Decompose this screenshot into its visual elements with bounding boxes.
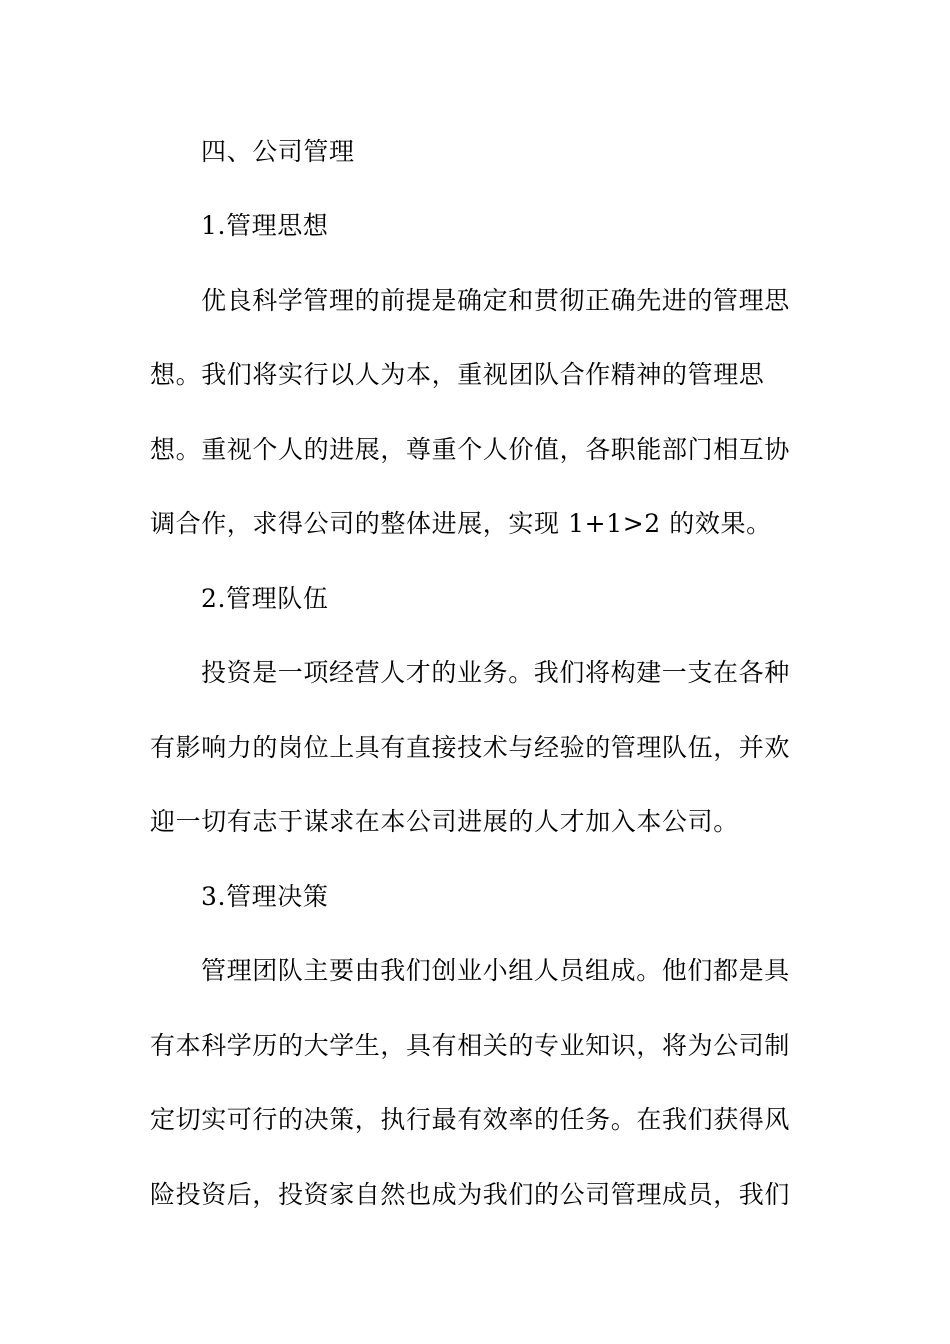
- paragraph-line: 有本科学历的大学生，具有相关的专业知识，将为公司制: [150, 1031, 791, 1060]
- paragraph-line: 调合作，求得公司的整体进展，实现 1+1>2 的效果。: [150, 509, 772, 538]
- paragraph-line: 管理团队主要由我们创业小组人员组成。他们都是具: [201, 956, 790, 985]
- subsection-heading-management-philosophy: 1.管理思想: [201, 211, 329, 240]
- paragraph-line: 险投资后，投资家自然也成为我们的公司管理成员，我们: [150, 1180, 791, 1209]
- paragraph-line: 优良科学管理的前提是确定和贯彻正确先进的管理思: [201, 286, 790, 315]
- subsection-heading-management-team: 2.管理队伍: [201, 584, 329, 613]
- section-heading: 四、公司管理: [201, 137, 355, 166]
- subsection-heading-management-decisions: 3.管理决策: [201, 882, 329, 911]
- paragraph-line: 想。重视个人的进展，尊重个人价值，各职能部门相互协: [150, 435, 791, 464]
- paragraph-line: 投资是一项经营人才的业务。我们将构建一支在各种: [201, 658, 790, 687]
- paragraph-line: 定切实可行的决策，执行最有效率的任务。在我们获得风: [150, 1105, 791, 1134]
- paragraph-line: 迎一切有志于谋求在本公司进展的人才加入本公司。: [150, 807, 739, 836]
- paragraph-line: 有影响力的岗位上具有直接技术与经验的管理队伍，并欢: [150, 733, 791, 762]
- paragraph-line: 想。我们将实行以人为本，重视团队合作精神的管理思: [150, 360, 765, 389]
